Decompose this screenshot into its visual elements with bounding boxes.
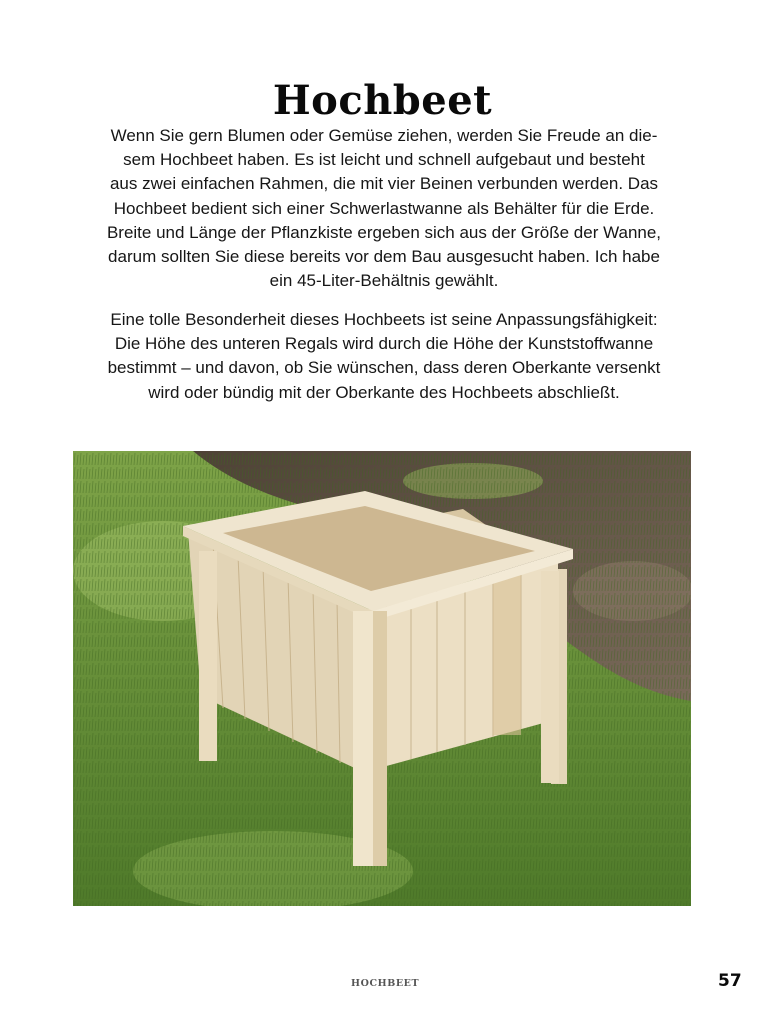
text-line: sem Hochbeet haben. Es ist leicht und schnell aufgebaut und besteht xyxy=(123,150,645,170)
page-title: Hochbeet xyxy=(272,76,493,124)
running-head: HOCHBEET xyxy=(351,978,420,989)
feature-paragraph xyxy=(74,308,694,405)
text-line: Wenn Sie gern Blumen oder Gemüse ziehen, werden Sie Freude an die- xyxy=(110,126,658,145)
text-line: darum sollten Sie diese bereits vor dem Bau ausgesucht haben. Ich habe xyxy=(108,247,660,267)
text-line: wird oder bündig mit der Oberkante des Hochbeets abschließt. xyxy=(148,382,620,402)
text-line: aus zwei einfachen Rahmen, die mit vier Beinen verbunden werden. Das xyxy=(109,174,659,194)
intro-paragraph xyxy=(74,124,694,293)
planter-illustration xyxy=(73,451,691,906)
text-line: bestimmt – und davon, ob Sie wünschen, dass deren Oberkante versenkt xyxy=(107,358,661,378)
text-line: Breite und Länge der Pflanzkiste ergeben sich aus der Größe der Wanne, xyxy=(106,222,662,242)
page-number: 57 xyxy=(718,971,742,991)
text-line: Hochbeet bedient sich einer Schwerlastwanne als Behälter für die Erde. xyxy=(113,198,655,218)
text-line: Die Höhe des unteren Regals wird durch die Höhe der Kunststoffwanne xyxy=(114,334,654,354)
text-line: Eine tolle Besonderheit dieses Hochbeets ist seine Anpassungsfähigkeit: xyxy=(110,310,658,329)
planter-photo xyxy=(73,451,691,906)
text-line: ein 45-Liter-Behältnis gewählt. xyxy=(269,271,499,291)
